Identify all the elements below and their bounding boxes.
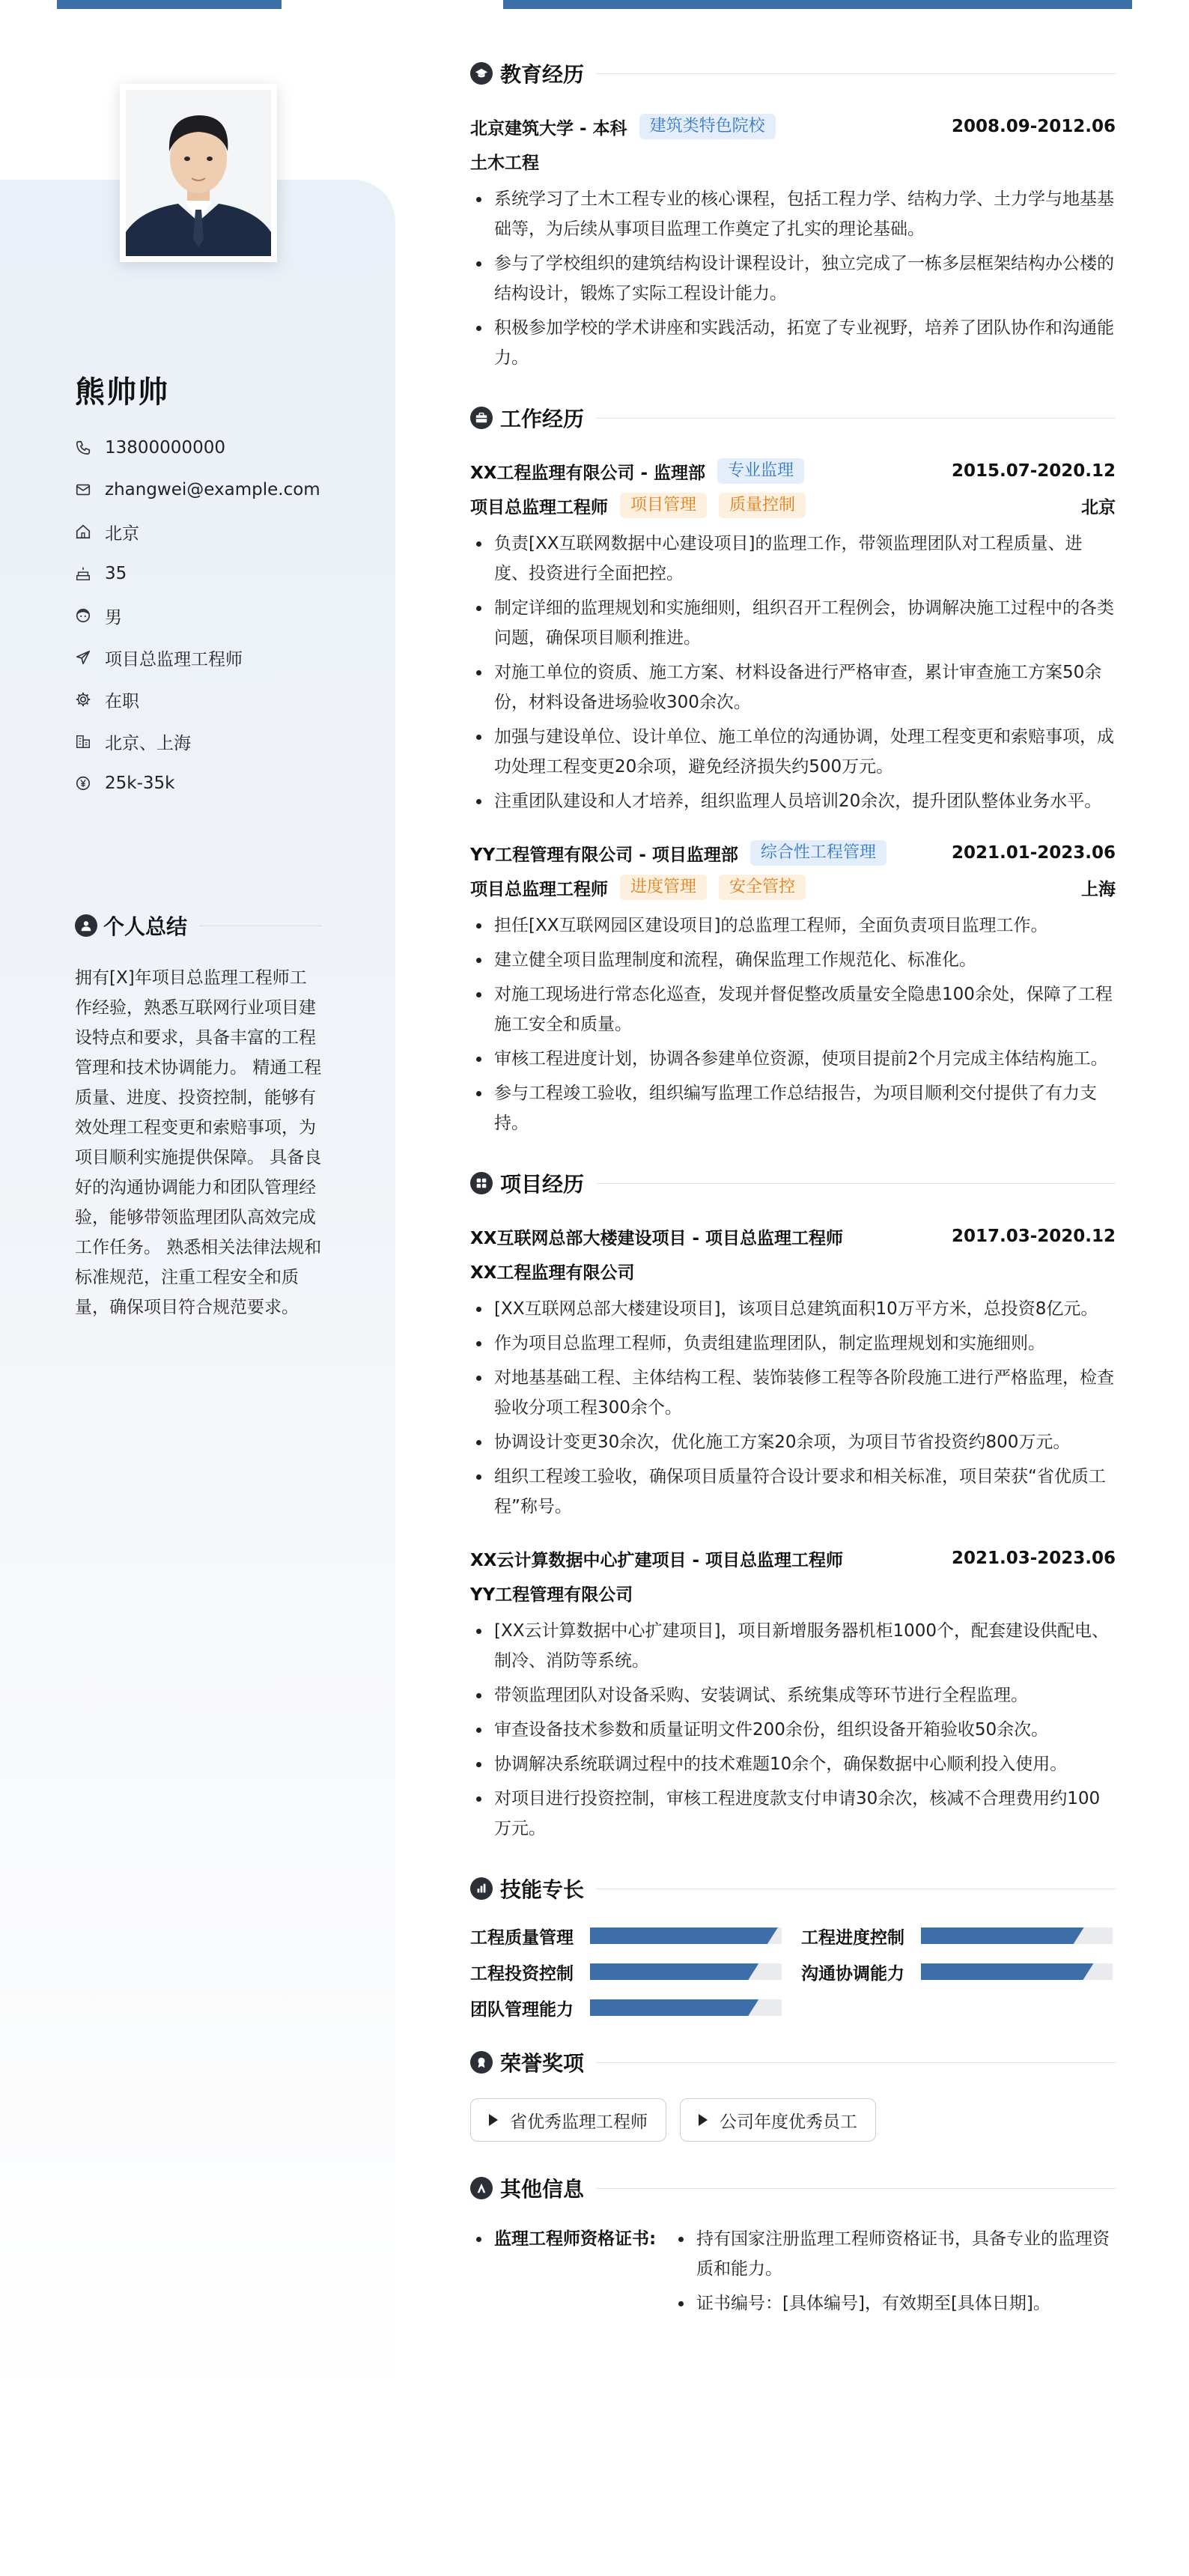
contact-phone bbox=[75, 427, 344, 469]
projects-section bbox=[470, 1167, 1116, 1844]
certificate-label: 监理工程师资格证书: bbox=[470, 2224, 672, 2323]
contact-status-text: 在职 bbox=[105, 691, 139, 711]
contact-phone-text: 13800000000 bbox=[105, 438, 225, 458]
home-icon bbox=[75, 523, 91, 540]
education-date: 2008.09-2012.06 bbox=[951, 117, 1116, 136]
contact-status bbox=[75, 678, 344, 720]
mail-icon bbox=[75, 482, 91, 498]
skill-name: 团队管理能力 bbox=[470, 1999, 574, 2020]
projects-header bbox=[470, 1167, 1116, 1200]
cake-icon bbox=[75, 565, 91, 582]
list-item: 审核工程进度计划，协调各参建单位资源，使项目提前2个月完成主体结构施工。 bbox=[470, 1044, 1116, 1074]
certificate-details bbox=[672, 2224, 1116, 2323]
job-company: XX工程监理有限公司 - 监理部 bbox=[470, 463, 706, 483]
other-section bbox=[470, 2172, 1116, 2323]
salary-icon bbox=[75, 775, 91, 792]
project-name: XX互联网总部大楼建设项目 - 项目总监理工程师 bbox=[470, 1228, 844, 1248]
award-label: 省优秀监理工程师 bbox=[510, 2112, 648, 2132]
job-entry bbox=[470, 836, 1116, 1138]
school-tag: 建筑类特色院校 bbox=[639, 114, 776, 139]
project-bullets bbox=[470, 1616, 1116, 1844]
city-icon bbox=[75, 733, 91, 750]
graduation-cap-icon bbox=[470, 62, 493, 85]
grid-icon bbox=[470, 1172, 493, 1194]
skill-bar-fill bbox=[590, 1999, 758, 2016]
skills-section bbox=[470, 1872, 1116, 2019]
contact-location-text: 北京 bbox=[105, 523, 139, 544]
contact-email bbox=[75, 469, 344, 511]
skill-bar bbox=[590, 1963, 782, 1980]
job-skill-tag: 安全管控 bbox=[719, 875, 806, 900]
job-date: 2021.01-2023.06 bbox=[951, 843, 1116, 863]
list-item: 对地基基础工程、主体结构工程、装饰装修工程等各阶段施工进行严格监理，检查验收分项工程300余个。 bbox=[470, 1363, 1116, 1423]
project-bullets bbox=[470, 1294, 1116, 1522]
skill-name: 工程进度控制 bbox=[801, 1928, 904, 1948]
education-divider bbox=[596, 73, 1116, 74]
awards-divider bbox=[596, 2062, 1116, 2063]
project-entry bbox=[470, 1219, 1116, 1522]
contact-position-text: 项目总监理工程师 bbox=[105, 649, 243, 669]
skill-bar bbox=[590, 1928, 782, 1944]
education-bullets bbox=[470, 184, 1116, 373]
projects-divider bbox=[596, 1183, 1116, 1184]
work-header bbox=[470, 401, 1116, 434]
education-entry bbox=[470, 109, 1116, 373]
skills-header bbox=[470, 1872, 1116, 1905]
skill-item bbox=[470, 1960, 785, 1983]
top-accent-bar-right bbox=[503, 0, 1132, 9]
job-position: 项目总监理工程师 bbox=[470, 497, 608, 517]
skill-item bbox=[470, 1996, 785, 2019]
main-content bbox=[470, 57, 1116, 2323]
education-header bbox=[470, 57, 1116, 90]
project-date: 2017.03-2020.12 bbox=[951, 1227, 1116, 1246]
summary-text: 拥有[X]年项目总监理工程师工作经验，熟悉互联网行业项目建设特点和要求，具备丰富的工程管理和技术协调能力。 精通工程质量、进度、投资控制，能够有效处理工程变更和索赔事项，为项目顺利实施提供保障。 具备良好的沟通协调能力和团队管理经验，能够带领监理团队高效完成工作任务。 熟悉相关法律法规和标准规范，注重工程安全和质量，确保项目符合规范要求。 bbox=[75, 968, 322, 1317]
other-header bbox=[470, 2172, 1116, 2205]
skill-name: 沟通协调能力 bbox=[801, 1963, 904, 1984]
job-city: 北京 bbox=[1081, 497, 1116, 517]
job-company-tag: 专业监理 bbox=[717, 458, 804, 484]
job-skill-tag: 进度管理 bbox=[620, 875, 707, 900]
school-name: 北京建筑大学 - 本科 bbox=[470, 118, 627, 139]
skill-bar-fill bbox=[921, 1963, 1093, 1980]
skill-bar bbox=[921, 1928, 1113, 1944]
project-date: 2021.03-2023.06 bbox=[951, 1549, 1116, 1568]
list-item: 审查设备技术参数和质量证明文件200余份，组织设备开箱验收50余次。 bbox=[470, 1715, 1116, 1745]
info-icon bbox=[470, 2177, 493, 2199]
award-chip bbox=[470, 2098, 666, 2142]
certificate-row bbox=[470, 2224, 1116, 2323]
list-item: 参与了学校组织的建筑结构设计课程设计，独立完成了一栋多层框架结构办公楼的结构设计，锻炼了实际工程设计能力。 bbox=[470, 249, 1116, 309]
project-entry bbox=[470, 1541, 1116, 1844]
list-item: [XX互联网总部大楼建设项目]，该项目总建筑面积10万平方米，总投资8亿元。 bbox=[470, 1294, 1116, 1324]
work-section bbox=[470, 401, 1116, 1138]
briefcase-icon bbox=[470, 407, 493, 429]
contact-location bbox=[75, 511, 344, 553]
avatar bbox=[126, 90, 271, 256]
other-divider bbox=[596, 2188, 1116, 2189]
award-chip bbox=[680, 2098, 876, 2142]
contact-gender-text: 男 bbox=[105, 607, 122, 628]
contact-age-text: 35 bbox=[105, 564, 127, 583]
chart-icon bbox=[470, 1877, 493, 1900]
project-company: YY工程管理有限公司 bbox=[470, 1585, 633, 1605]
contact-cities-text: 北京、上海 bbox=[105, 733, 191, 753]
list-item: 对施工现场进行常态化巡查，发现并督促整改质量安全隐患100余处，保障了工程施工安全和质量。 bbox=[470, 979, 1116, 1039]
contact-age bbox=[75, 553, 344, 595]
job-skill-tag: 质量控制 bbox=[719, 493, 806, 518]
list-item: 系统学习了土木工程专业的核心课程，包括工程力学、结构力学、土力学与地基基础等，为后续从事项目监理工作奠定了扎实的理论基础。 bbox=[470, 184, 1116, 244]
project-name: XX云计算数据中心扩建项目 - 项目总监理工程师 bbox=[470, 1550, 844, 1570]
work-divider bbox=[596, 418, 1116, 419]
profile-photo bbox=[120, 84, 277, 262]
contact-email-text: zhangwei@example.com bbox=[105, 480, 320, 499]
list-item: [XX云计算数据中心扩建项目]，项目新增服务器机柜1000个，配套建设供配电、制冷、消防等系统。 bbox=[470, 1616, 1116, 1676]
major-name: 土木工程 bbox=[470, 153, 539, 173]
gear-icon bbox=[75, 691, 91, 708]
skill-bar-fill bbox=[921, 1928, 1084, 1944]
list-item: 担任[XX互联网园区建设项目]的总监理工程师，全面负责项目监理工作。 bbox=[470, 911, 1116, 941]
award-label: 公司年度优秀员工 bbox=[720, 2112, 857, 2132]
list-item: 作为项目总监理工程师，负责组建监理团队，制定监理规划和实施细则。 bbox=[470, 1328, 1116, 1358]
work-title: 工作经历 bbox=[500, 407, 585, 431]
phone-icon bbox=[75, 440, 91, 456]
list-item: 组织工程竣工验收，确保项目质量符合设计要求和相关标准，项目荣获“省优质工程”称号。 bbox=[470, 1462, 1116, 1522]
job-position: 项目总监理工程师 bbox=[470, 879, 608, 899]
awards-list bbox=[470, 2098, 1116, 2142]
list-item: 对项目进行投资控制，审核工程进度款支付申请30余次，核减不合理费用约100万元。 bbox=[470, 1784, 1116, 1844]
job-company-tag: 综合性工程管理 bbox=[750, 840, 887, 866]
skills-grid bbox=[470, 1925, 1116, 2019]
skill-item bbox=[801, 1925, 1116, 1947]
list-item: 加强与建设单位、设计单位、施工单位的沟通协调，处理工程变更和索赔事项，成功处理工程变更20余项，避免经济损失约500万元。 bbox=[470, 722, 1116, 782]
contact-info-list bbox=[75, 427, 344, 804]
list-item: 证书编号：[具体编号]，有效期至[具体日期]。 bbox=[672, 2288, 1116, 2318]
skill-bar bbox=[921, 1963, 1113, 1980]
awards-section bbox=[470, 2046, 1116, 2142]
projects-title: 项目经历 bbox=[500, 1172, 585, 1197]
list-item: 参与工程竣工验收，组织编写监理工作总结报告，为项目顺利交付提供了有力支持。 bbox=[470, 1078, 1116, 1138]
gender-icon bbox=[75, 607, 91, 624]
list-item: 对施工单位的资质、施工方案、材料设备进行严格审查，累计审查施工方案50余份，材料设备进场验收300余次。 bbox=[470, 657, 1116, 717]
job-entry bbox=[470, 454, 1116, 816]
contact-position bbox=[75, 637, 344, 678]
list-item: 协调解决系统联调过程中的技术难题10余个，确保数据中心顺利投入使用。 bbox=[470, 1749, 1116, 1779]
list-item: 注重团队建设和人才培养，组织监理人员培训20余次，提升团队整体业务水平。 bbox=[470, 786, 1116, 816]
summary-title: 个人总结 bbox=[103, 914, 188, 939]
skill-bar-fill bbox=[590, 1928, 778, 1944]
job-bullets bbox=[470, 529, 1116, 816]
education-title: 教育经历 bbox=[500, 62, 585, 87]
job-company: YY工程管理有限公司 - 项目监理部 bbox=[470, 845, 738, 865]
contact-cities bbox=[75, 720, 344, 762]
list-item: 积极参加学校的学术讲座和实践活动，拓宽了专业视野，培养了团队协作和沟通能力。 bbox=[470, 313, 1116, 373]
contact-salary-text: 25k-35k bbox=[105, 774, 175, 793]
list-item: 协调设计变更30余次，优化施工方案20余项，为项目节省投资约800万元。 bbox=[470, 1427, 1116, 1457]
list-item: 制定详细的监理规划和实施细则，组织召开工程例会，协调解决施工过程中的各类问题，确保项目顺利推进。 bbox=[470, 593, 1116, 653]
list-item: 持有国家注册监理工程师资格证书，具备专业的监理资质和能力。 bbox=[672, 2224, 1116, 2284]
awards-header bbox=[470, 2046, 1116, 2079]
contact-gender bbox=[75, 595, 344, 637]
skill-item bbox=[470, 1925, 785, 1947]
list-item: 带领监理团队对设备采购、安装调试、系统集成等环节进行全程监理。 bbox=[470, 1680, 1116, 1710]
top-accent-bar-left bbox=[57, 0, 282, 9]
summary-section-header bbox=[75, 911, 322, 941]
skill-bar bbox=[590, 1999, 782, 2016]
job-city: 上海 bbox=[1081, 879, 1116, 899]
job-skill-tag: 项目管理 bbox=[620, 493, 707, 518]
award-icon bbox=[470, 2051, 493, 2074]
play-icon bbox=[699, 2114, 708, 2126]
skills-title: 技能专长 bbox=[500, 1877, 585, 1902]
profile-name: 熊帅帅 bbox=[75, 375, 169, 410]
job-bullets bbox=[470, 911, 1116, 1138]
send-icon bbox=[75, 649, 91, 666]
awards-title: 荣誉奖项 bbox=[500, 2051, 585, 2076]
play-icon bbox=[489, 2114, 498, 2126]
other-title: 其他信息 bbox=[500, 2177, 585, 2202]
skill-name: 工程质量管理 bbox=[470, 1928, 574, 1948]
skill-name: 工程投资控制 bbox=[470, 1963, 574, 1984]
skill-bar-fill bbox=[590, 1963, 758, 1980]
contact-salary bbox=[75, 762, 344, 804]
job-date: 2015.07-2020.12 bbox=[951, 461, 1116, 481]
education-section bbox=[470, 57, 1116, 373]
user-icon bbox=[75, 914, 97, 937]
skill-item bbox=[801, 1960, 1116, 1983]
list-item: 建立健全项目监理制度和流程，确保监理工作规范化、标准化。 bbox=[470, 945, 1116, 975]
list-item: 负责[XX互联网数据中心建设项目]的监理工作，带领监理团队对工程质量、进度、投资进行全面把控。 bbox=[470, 529, 1116, 589]
project-company: XX工程监理有限公司 bbox=[470, 1263, 635, 1283]
